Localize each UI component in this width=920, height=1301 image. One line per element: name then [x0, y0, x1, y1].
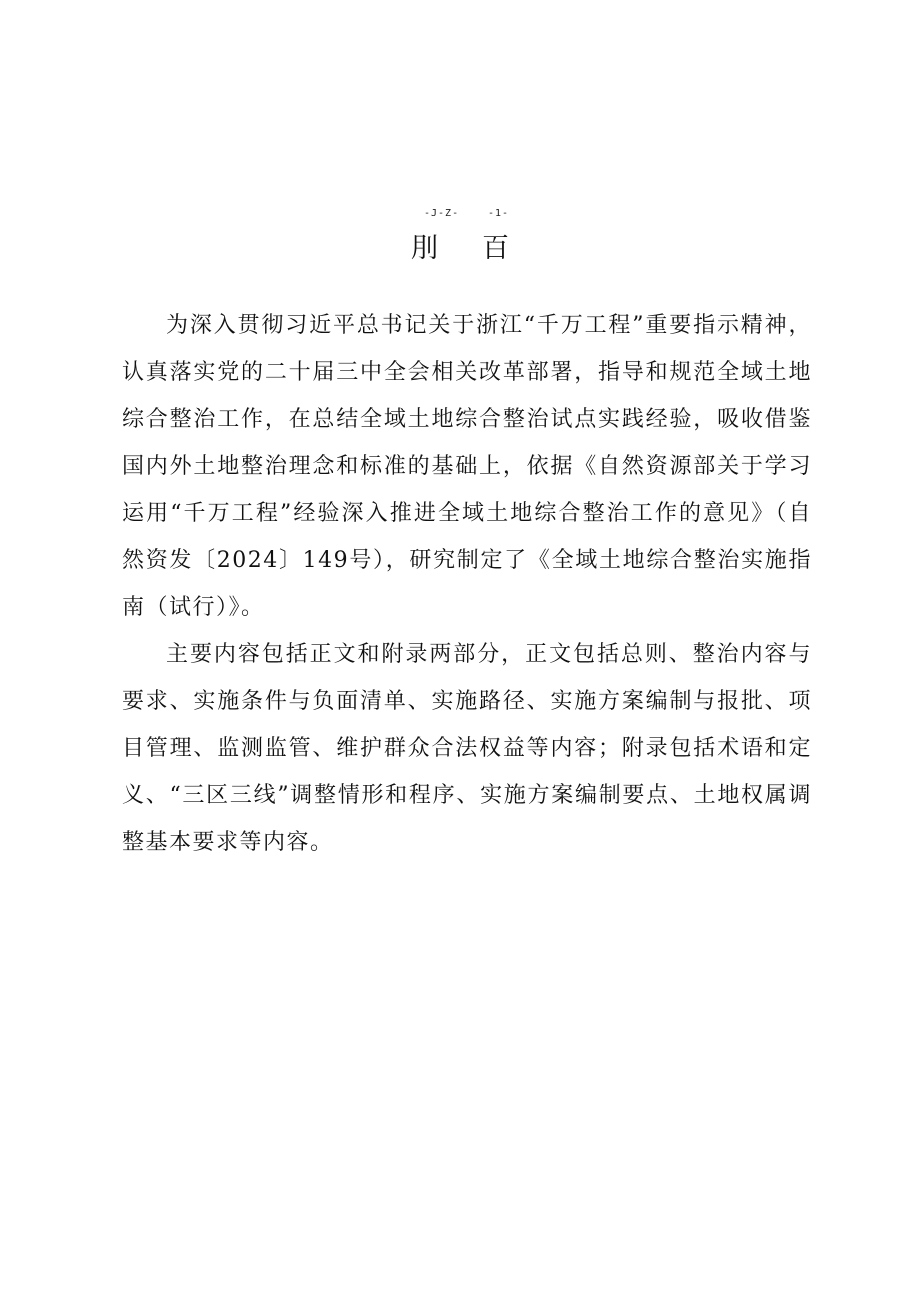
header-marks — [0, 208, 920, 222]
body-text — [122, 302, 812, 866]
paragraph-purpose: 为深入贯彻习近平总书记关于浙江“千万工程”重要指示精神，认真落实党的二十届三中全会相关改革部署，指导和规范全域土地综合整治工作，在总结全域土地综合整治试点实践经验，吸收借鉴国内外土地整治理念和标准的基础上，依据《自然资源部关于学习运用“千万工程”经验深入推进全域土地综合整治工作的意见》（自然资发〔2024〕149号），研究制定了《全域土地综合整治实施指南（试行）》。 — [122, 313, 812, 620]
page-title: 刖百 — [411, 233, 553, 264]
paragraph-contents: 主要内容包括正文和附录两部分，正文包括总则、整治内容与要求、实施条件与负面清单、实施路径、实施方案编制与报批、项目管理、监测监管、维护群众合法权益等内容；附录包括术语和定义、“三区三线”调整情形和程序、实施方案编制要点、土地权属调整基本要求等内容。 — [122, 642, 812, 855]
header-mark-left: -J-Z- — [424, 208, 460, 219]
header-mark-right: -1- — [488, 208, 510, 219]
